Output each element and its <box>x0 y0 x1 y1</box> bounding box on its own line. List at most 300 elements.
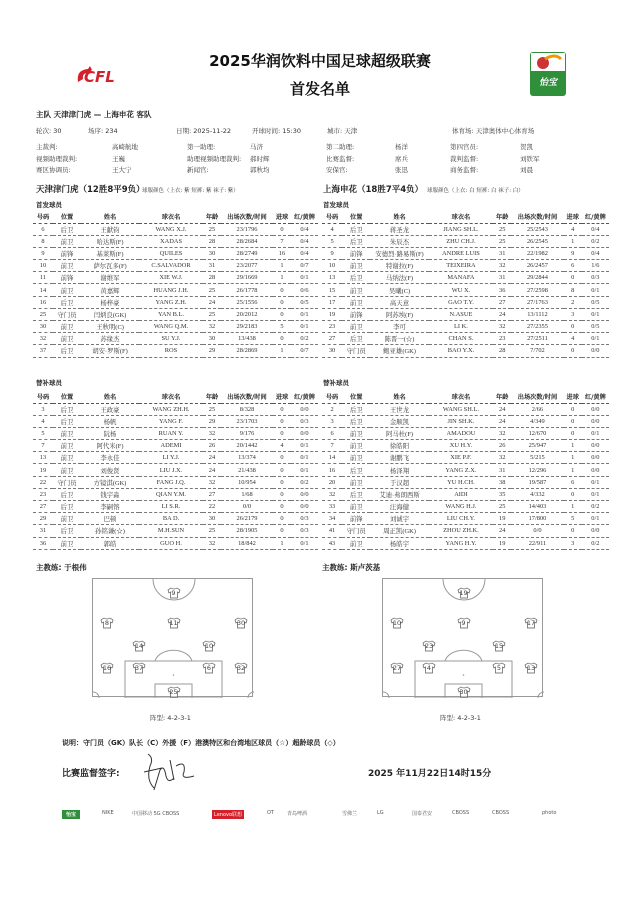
cell-position: 守门员 <box>53 476 81 488</box>
sign-time: 2025 年11月22日14时15分 <box>368 769 492 779</box>
cell-shirt-name: LIU J.X. <box>139 464 203 476</box>
column-header-number: 号码 <box>322 211 342 223</box>
official-label: 新闻官: <box>187 166 209 174</box>
cell-cards: 0/0 <box>291 427 318 439</box>
match-info-item <box>176 126 231 135</box>
cell-goals: 9 <box>564 247 582 259</box>
cell-apps-minutes: 28/2749 <box>221 247 273 259</box>
cell-shirt-name: CHAN S. <box>429 333 493 345</box>
cell-age: 25 <box>203 525 221 537</box>
sponsor-name: 雪佛兰 <box>342 811 358 817</box>
cell-cards: 0/1 <box>291 537 318 549</box>
column-header-age: 年龄 <box>203 391 221 403</box>
cell-name: 朱辰杰 <box>370 235 428 247</box>
column-header-cards: 红/黄牌 <box>582 211 609 223</box>
cell-name: 苏缘杰 <box>81 333 139 345</box>
cell-cards: 0/0 <box>291 403 318 415</box>
cell-age: 31 <box>493 247 511 259</box>
player-row <box>322 296 609 308</box>
home-starters-table <box>33 211 318 358</box>
home-starters-label: 首发球员 <box>36 201 62 209</box>
player-shirt <box>422 640 436 652</box>
official-name: 马济 <box>250 143 263 151</box>
cell-age: 32 <box>203 321 221 333</box>
column-header-name: 姓名 <box>81 211 139 223</box>
cell-cards: 0/3 <box>291 525 318 537</box>
cell-goals: 7 <box>273 235 291 247</box>
cell-number: 22 <box>33 476 53 488</box>
cell-goals: 1 <box>564 464 582 476</box>
table-header <box>33 391 318 403</box>
cell-number: 19 <box>33 464 53 476</box>
cell-cards: 0/0 <box>291 488 318 500</box>
cell-age: 31 <box>203 260 221 272</box>
cell-name: 谢维军 <box>81 272 139 284</box>
cell-position: 前卫 <box>342 284 370 296</box>
cell-position: 前卫 <box>53 284 81 296</box>
player-row <box>322 247 609 259</box>
cell-position: 前锋 <box>53 247 81 259</box>
player-shirt <box>492 640 506 652</box>
cell-position: 后卫 <box>342 464 370 476</box>
cell-name: 闫炳良(GK) <box>81 308 139 320</box>
official-name: 王大宁 <box>112 166 132 174</box>
shirt-number: 5 <box>496 664 502 672</box>
cell-apps-minutes: 22/1982 <box>511 247 563 259</box>
cell-position: 后卫 <box>342 272 370 284</box>
cell-number: 23 <box>33 488 53 500</box>
info-label: 轮次: <box>36 127 52 135</box>
cell-shirt-name: ANDRE LUIS <box>429 247 493 259</box>
info-value: 2025-11-22 <box>193 127 232 135</box>
svg-text:CFL: CFL <box>84 68 115 86</box>
cell-name: 汪海健 <box>370 501 428 513</box>
cell-age: 32 <box>203 537 221 549</box>
official-label: 第四官员: <box>450 143 479 151</box>
cell-number: 4 <box>33 415 53 427</box>
cell-goals: 0 <box>273 513 291 525</box>
cell-apps-minutes: 29/1669 <box>221 272 273 284</box>
away-starters-label: 首发球员 <box>323 201 349 209</box>
player-row <box>33 525 318 537</box>
player-shirt <box>492 662 506 674</box>
player-row <box>33 513 318 525</box>
away-subs-table <box>322 391 609 550</box>
player-row <box>322 464 609 476</box>
cell-position: 前卫 <box>53 440 81 452</box>
cell-apps-minutes: 17/800 <box>511 513 563 525</box>
cell-shirt-name: QUILES <box>139 247 203 259</box>
sponsor-logo <box>452 810 469 816</box>
cell-apps-minutes: 26/2457 <box>511 260 563 272</box>
official-name: 王巍 <box>112 154 125 163</box>
cell-age: 32 <box>493 321 511 333</box>
cell-cards: 0/2 <box>582 501 609 513</box>
cell-name: 谢鹏飞 <box>370 452 428 464</box>
player-row <box>33 537 318 549</box>
shirt-number: 23 <box>424 642 434 650</box>
cell-apps-minutes: 25/947 <box>511 440 563 452</box>
cell-cards: 0/0 <box>582 345 609 357</box>
cell-name: 艾迪·弗朗西斯 <box>370 488 428 500</box>
cell-cards: 1/6 <box>582 260 609 272</box>
cell-name: 钱宇淼 <box>81 488 139 500</box>
cell-position: 前卫 <box>342 321 370 333</box>
cell-age: 24 <box>493 525 511 537</box>
cell-apps-minutes: 12/296 <box>511 464 563 476</box>
player-shirt <box>422 662 436 674</box>
cell-shirt-name: MANAFA <box>429 272 493 284</box>
cell-shirt-name: WANG SH.L. <box>429 403 493 415</box>
column-header-goals: 进球 <box>273 211 291 223</box>
away-kit-colors: 球服颜色（上衣: 白 短裤: 白 袜子: 白） <box>427 188 524 194</box>
cell-position: 守门员 <box>342 525 370 537</box>
sponsor-name: CBOSS <box>452 810 470 816</box>
cell-shirt-name: GAO T.Y. <box>429 296 493 308</box>
cell-age: 26 <box>203 440 221 452</box>
cell-number: 23 <box>322 321 342 333</box>
info-value: 234 <box>105 127 118 135</box>
player-row <box>33 464 318 476</box>
player-row <box>322 284 609 296</box>
cell-cards: 0/1 <box>582 308 609 320</box>
cell-position: 前卫 <box>342 260 370 272</box>
cell-number: 20 <box>322 476 342 488</box>
cell-apps-minutes: 20/2012 <box>221 308 273 320</box>
cell-position: 后卫 <box>53 488 81 500</box>
cell-shirt-name: XADAS <box>139 235 203 247</box>
column-header-cards: 红/黄牌 <box>291 391 318 403</box>
player-shirt <box>202 662 216 674</box>
cell-goals: 0 <box>564 272 582 284</box>
cell-position: 后卫 <box>342 333 370 345</box>
home-subs-table <box>33 391 318 550</box>
column-header-number: 号码 <box>322 391 342 403</box>
cell-number: 4 <box>322 223 342 235</box>
official-label: 视频助理裁判: <box>36 154 78 163</box>
sponsor-logo <box>287 810 307 817</box>
page-subtitle: 首发名单 <box>289 80 350 98</box>
shirt-number: 32 <box>236 664 246 672</box>
cell-cards: 0/2 <box>291 333 318 345</box>
cell-shirt-name: AMADOU <box>429 427 493 439</box>
cell-name: 哈达斯(F) <box>81 235 139 247</box>
cell-shirt-name: YANG Z.X. <box>429 464 493 476</box>
cell-apps-minutes: 26/2179 <box>221 513 273 525</box>
player-row <box>322 345 609 357</box>
cell-apps-minutes: 4/349 <box>511 415 563 427</box>
cell-name: 杨皓宇 <box>370 537 428 549</box>
player-row <box>33 333 318 345</box>
cell-shirt-name: TEIXEIRA <box>429 260 493 272</box>
cell-goals: 5 <box>564 513 582 525</box>
player-row <box>322 476 609 488</box>
cell-apps-minutes: 27/2598 <box>511 284 563 296</box>
cell-number: 16 <box>33 296 53 308</box>
player-row <box>33 308 318 320</box>
cell-goals: 0 <box>564 415 582 427</box>
cell-number: 19 <box>322 308 342 320</box>
column-header-position: 位置 <box>53 391 81 403</box>
cell-goals: 0 <box>564 403 582 415</box>
cell-age: 35 <box>493 488 511 500</box>
home-team-name: 天津津门虎（12胜8平9负） <box>36 185 145 195</box>
home-subs-label: 替补球员 <box>36 379 62 387</box>
player-shirt <box>234 617 248 629</box>
cell-shirt-name: BA D. <box>139 513 203 525</box>
cell-cards: 0/1 <box>582 476 609 488</box>
cell-number: 5 <box>33 427 53 439</box>
cell-number: 33 <box>322 501 342 513</box>
cell-age: 25 <box>203 308 221 320</box>
sponsor-name: LG <box>377 810 384 816</box>
shirt-number: 30 <box>459 688 468 696</box>
column-header-age: 年龄 <box>493 211 511 223</box>
cell-name: 徐皓阳 <box>370 440 428 452</box>
cell-goals: 0 <box>273 403 291 415</box>
sponsor-name: photo <box>542 810 557 816</box>
cell-number: 3 <box>322 415 342 427</box>
official-name: 刘铁军 <box>520 154 540 163</box>
cell-number: 37 <box>33 345 53 357</box>
cell-shirt-name: WANG H.J. <box>429 501 493 513</box>
sponsor-name: 怡宝 <box>66 812 77 818</box>
cell-age: 27 <box>493 296 511 308</box>
cell-cards: 0/4 <box>582 247 609 259</box>
cell-position: 前卫 <box>342 476 370 488</box>
column-header-apps-minutes: 出场次数/时间 <box>511 391 563 403</box>
cell-goals: 1 <box>273 272 291 284</box>
column-header-cards: 红/黄牌 <box>291 211 318 223</box>
column-header-apps-minutes: 出场次数/时间 <box>221 211 273 223</box>
player-row <box>322 501 609 513</box>
column-header-shirt-name: 球衣名 <box>139 391 203 403</box>
cell-cards: 0/0 <box>582 440 609 452</box>
player-row <box>33 260 318 272</box>
cell-shirt-name: WU X. <box>429 284 493 296</box>
player-shirt <box>167 587 181 599</box>
cell-shirt-name: YANG Z.H. <box>139 296 203 308</box>
cell-goals: 4 <box>273 440 291 452</box>
cell-age: 29 <box>203 345 221 357</box>
cell-age: 24 <box>203 452 221 464</box>
cell-apps-minutes: 10/954 <box>221 476 273 488</box>
player-row <box>33 501 318 513</box>
official-name: 席兵 <box>395 154 408 163</box>
cell-apps-minutes: 21/438 <box>221 464 273 476</box>
cell-cards: 0/5 <box>582 321 609 333</box>
cell-name: 基莱斯(F) <box>81 247 139 259</box>
cell-goals: 0 <box>273 501 291 513</box>
cell-name: 阮杨 <box>81 427 139 439</box>
info-label: 日期: <box>176 127 192 135</box>
cell-apps-minutes: 23/1796 <box>221 223 273 235</box>
away-formation: 阵型: 4-2-3-1 <box>440 714 481 722</box>
sponsor-logo <box>412 810 432 817</box>
signature-label: 比赛监督签字: <box>62 769 120 779</box>
cell-goals: 0 <box>273 296 291 308</box>
official-name: 高崎航地 <box>112 143 138 151</box>
cell-name: 蒋圣龙 <box>370 223 428 235</box>
shirt-number: 19 <box>459 589 468 597</box>
cell-goals: 0 <box>564 345 582 357</box>
player-shirt <box>390 662 404 674</box>
cell-position: 后卫 <box>53 525 81 537</box>
player-row <box>322 308 609 320</box>
cell-name: 郭皓 <box>81 537 139 549</box>
shirt-number: 13 <box>526 664 536 672</box>
cell-name: 阿苏埃(F) <box>370 308 428 320</box>
cell-goals: 2 <box>564 296 582 308</box>
cell-goals: 0 <box>273 415 291 427</box>
cell-number: 11 <box>33 272 53 284</box>
sponsor-name: 中国移动 5G CBOSS <box>132 811 180 817</box>
cell-age: 29 <box>203 415 221 427</box>
cell-cards: 0/1 <box>582 284 609 296</box>
cell-apps-minutes: 18/842 <box>221 537 273 549</box>
cell-shirt-name: HUANG J.H. <box>139 284 203 296</box>
cell-position: 前卫 <box>53 235 81 247</box>
cell-name: 马纳法(F) <box>370 272 428 284</box>
shirt-number: 8 <box>104 619 110 627</box>
cell-age: 31 <box>493 464 511 476</box>
cell-cards: 0/1 <box>582 488 609 500</box>
home-formation: 阵型: 4-2-3-1 <box>150 714 191 722</box>
cell-age: 32 <box>493 452 511 464</box>
cell-shirt-name: JIANG SH.L. <box>429 223 493 235</box>
cell-cards: 0/7 <box>291 260 318 272</box>
cell-apps-minutes: 27/1763 <box>511 296 563 308</box>
player-shirt <box>524 617 538 629</box>
cell-shirt-name: FANG J.Q. <box>139 476 203 488</box>
cell-name: 王献钧 <box>81 223 139 235</box>
cell-name: 杨梓豪 <box>81 296 139 308</box>
cell-goals: 3 <box>564 537 582 549</box>
away-subs-label: 替补球员 <box>323 379 349 387</box>
cell-number: 31 <box>33 525 53 537</box>
cell-age: 31 <box>493 272 511 284</box>
official-name: 杨洋 <box>395 143 408 151</box>
cell-shirt-name: LI Y.J. <box>139 452 203 464</box>
cell-name: 杨帆 <box>81 415 139 427</box>
cell-apps-minutes: 12/670 <box>511 427 563 439</box>
cell-age: 32 <box>203 427 221 439</box>
sponsor-name: 国泰君安 <box>412 811 433 817</box>
cell-goals: 6 <box>564 260 582 272</box>
cell-cards: 0/5 <box>291 296 318 308</box>
cell-name: 刘俊贤 <box>81 464 139 476</box>
cell-shirt-name: YAN B.L. <box>139 308 203 320</box>
cell-goals: 0 <box>564 427 582 439</box>
column-header-shirt-name: 球衣名 <box>429 211 493 223</box>
match-info-item <box>252 126 301 135</box>
cell-apps-minutes: 29/2844 <box>511 272 563 284</box>
player-shirt <box>167 686 181 698</box>
shirt-number: 11 <box>169 619 178 627</box>
shirt-number: 25 <box>169 688 178 696</box>
cell-number: 17 <box>322 296 342 308</box>
column-header-name: 姓名 <box>370 211 428 223</box>
cell-position: 后卫 <box>342 403 370 415</box>
column-header-cards: 红/黄牌 <box>582 391 609 403</box>
cell-apps-minutes: 19/587 <box>511 476 563 488</box>
cell-goals: 0 <box>273 284 291 296</box>
official-label: 安保官: <box>326 166 348 174</box>
cell-age: 24 <box>493 415 511 427</box>
cell-position: 前卫 <box>342 440 370 452</box>
shirt-number: 10 <box>204 642 214 650</box>
info-value: 30 <box>53 127 62 135</box>
player-row <box>33 284 318 296</box>
cell-position: 后卫 <box>53 501 81 513</box>
player-row <box>322 223 609 235</box>
player-row <box>33 345 318 357</box>
player-row <box>33 476 318 488</box>
sponsor-logo <box>342 810 357 817</box>
column-header-name: 姓名 <box>370 391 428 403</box>
cell-goals: 0 <box>564 525 582 537</box>
cell-number: 5 <box>322 235 342 247</box>
column-header-age: 年龄 <box>493 391 511 403</box>
cell-position: 前锋 <box>53 272 81 284</box>
cell-age: 36 <box>493 284 511 296</box>
column-header-apps-minutes: 出场次数/时间 <box>221 391 273 403</box>
cell-position: 前卫 <box>53 537 81 549</box>
coach-name: 于根伟 <box>64 563 87 572</box>
cell-position: 后卫 <box>53 296 81 308</box>
column-header-name: 姓名 <box>81 391 139 403</box>
cell-goals: 4 <box>564 333 582 345</box>
cell-shirt-name: LI K. <box>429 321 493 333</box>
player-row <box>322 260 609 272</box>
cell-number: 10 <box>33 260 53 272</box>
cell-number: 9 <box>33 247 53 259</box>
cell-goals: 1 <box>564 440 582 452</box>
official-label: 赛区协调员: <box>36 166 71 174</box>
cell-apps-minutes: 28/2869 <box>221 345 273 357</box>
cell-number: 27 <box>33 501 53 513</box>
cell-position: 前卫 <box>53 513 81 525</box>
player-row <box>322 403 609 415</box>
table-header <box>322 391 609 403</box>
cell-shirt-name: ROS <box>139 345 203 357</box>
cell-number: 7 <box>322 440 342 452</box>
cell-number: 25 <box>33 308 53 320</box>
shirt-number: 30 <box>236 619 246 627</box>
cell-cards: 0/5 <box>582 296 609 308</box>
cell-cards: 0/2 <box>582 537 609 549</box>
cell-cards: 0/1 <box>291 464 318 476</box>
sponsor-logo <box>267 810 274 816</box>
cell-apps-minutes: 4/332 <box>511 488 563 500</box>
cell-age: 22 <box>203 501 221 513</box>
cell-goals: 16 <box>273 247 291 259</box>
cell-name: 陈晋一(☆) <box>370 333 428 345</box>
cell-name: 高天意 <box>370 296 428 308</box>
cell-age: 19 <box>493 513 511 525</box>
cell-goals: 0 <box>273 464 291 476</box>
cell-number: 2 <box>322 403 342 415</box>
cell-goals: 6 <box>564 476 582 488</box>
cell-name: 阿代米(F) <box>81 440 139 452</box>
player-shirt <box>457 686 471 698</box>
player-row <box>33 452 318 464</box>
cell-name: 周正凯(GK) <box>370 525 428 537</box>
match-info-item <box>36 126 62 135</box>
page-title: 2025华润饮料中国足球超级联赛 <box>209 52 431 70</box>
info-value: 天津 <box>344 127 358 135</box>
cell-age: 26 <box>493 440 511 452</box>
